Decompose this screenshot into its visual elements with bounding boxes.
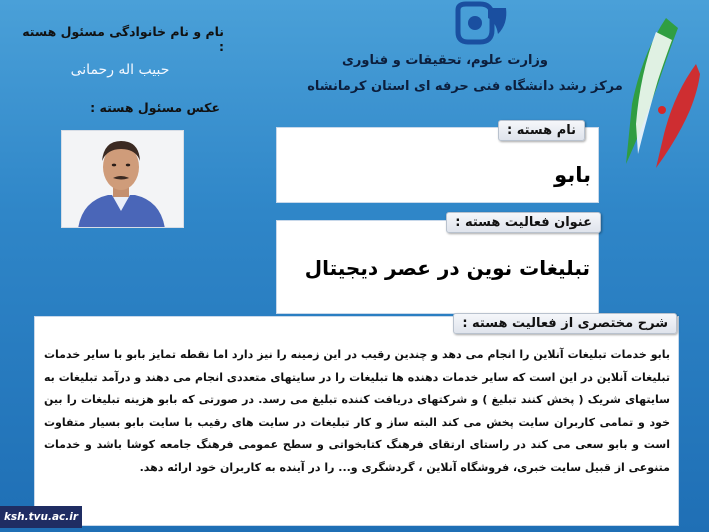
person-photo [61,131,183,228]
core-name-label: نام هسته : [498,120,585,141]
core-title-label: عنوان فعالیت هسته : [446,212,601,233]
owner-photo-label: عکس مسئول هسته : [90,100,220,115]
center-title: مرکز رشد دانشگاه فنی حرفه ای استان کرمانشاه [307,79,623,94]
iran-flag-ribbon-icon [612,14,702,170]
ministry-title: وزارت علوم، تحقیقات و فناوری [342,53,548,68]
core-name: بابو [554,163,591,187]
owner-name: حبیب اله رحمانی [70,62,170,78]
owner-photo [61,130,184,228]
core-title: تبلیغات نوین در عصر دیجیتال [304,256,590,280]
owner-name-label: نام و نام خانوادگی مسئول هسته : [22,24,224,54]
tvu-logo-icon [452,0,512,46]
site-link[interactable]: ksh.tvu.ac.ir [0,506,82,528]
core-description-label: شرح مختصری از فعالیت هسته : [453,313,677,334]
core-description: بابو خدمات تبلیغات آنلاین را انجام می دهد و چندین رقیب در این زمینه را نیز دارد اما نقطه تمایز بابو با سایر خدمات تبلیغات آنلاین در این است که سایر خدمات دهنده ها تبلیغات را در سایتهای متعددی انجام می دهند و درآمد تبلیغات به سایتهای شریک ( پخش کنند تبلیغ ) و شرکتهای دریافت کننده تبلیغ می رسد. در صورتی که بابو هزینه تبلیغات را بین خود و تمامی کاربران سایت پخش می کند البته ساز و کار تبلیغات در سایت های رقیب با سایت بابو بسیار متفاوت است و بابو سعی می کند در راستای ارتقای فرهنگ کتابخواتی و سطح عمومی فرهنگ جامعه کوشا باشد و خدمات متنوعی از قبیل سایت خبری، فروشگاه آنلاین ، گردشگری و... را در آینده به کاربران خود ارائه دهد. [44,348,670,474]
